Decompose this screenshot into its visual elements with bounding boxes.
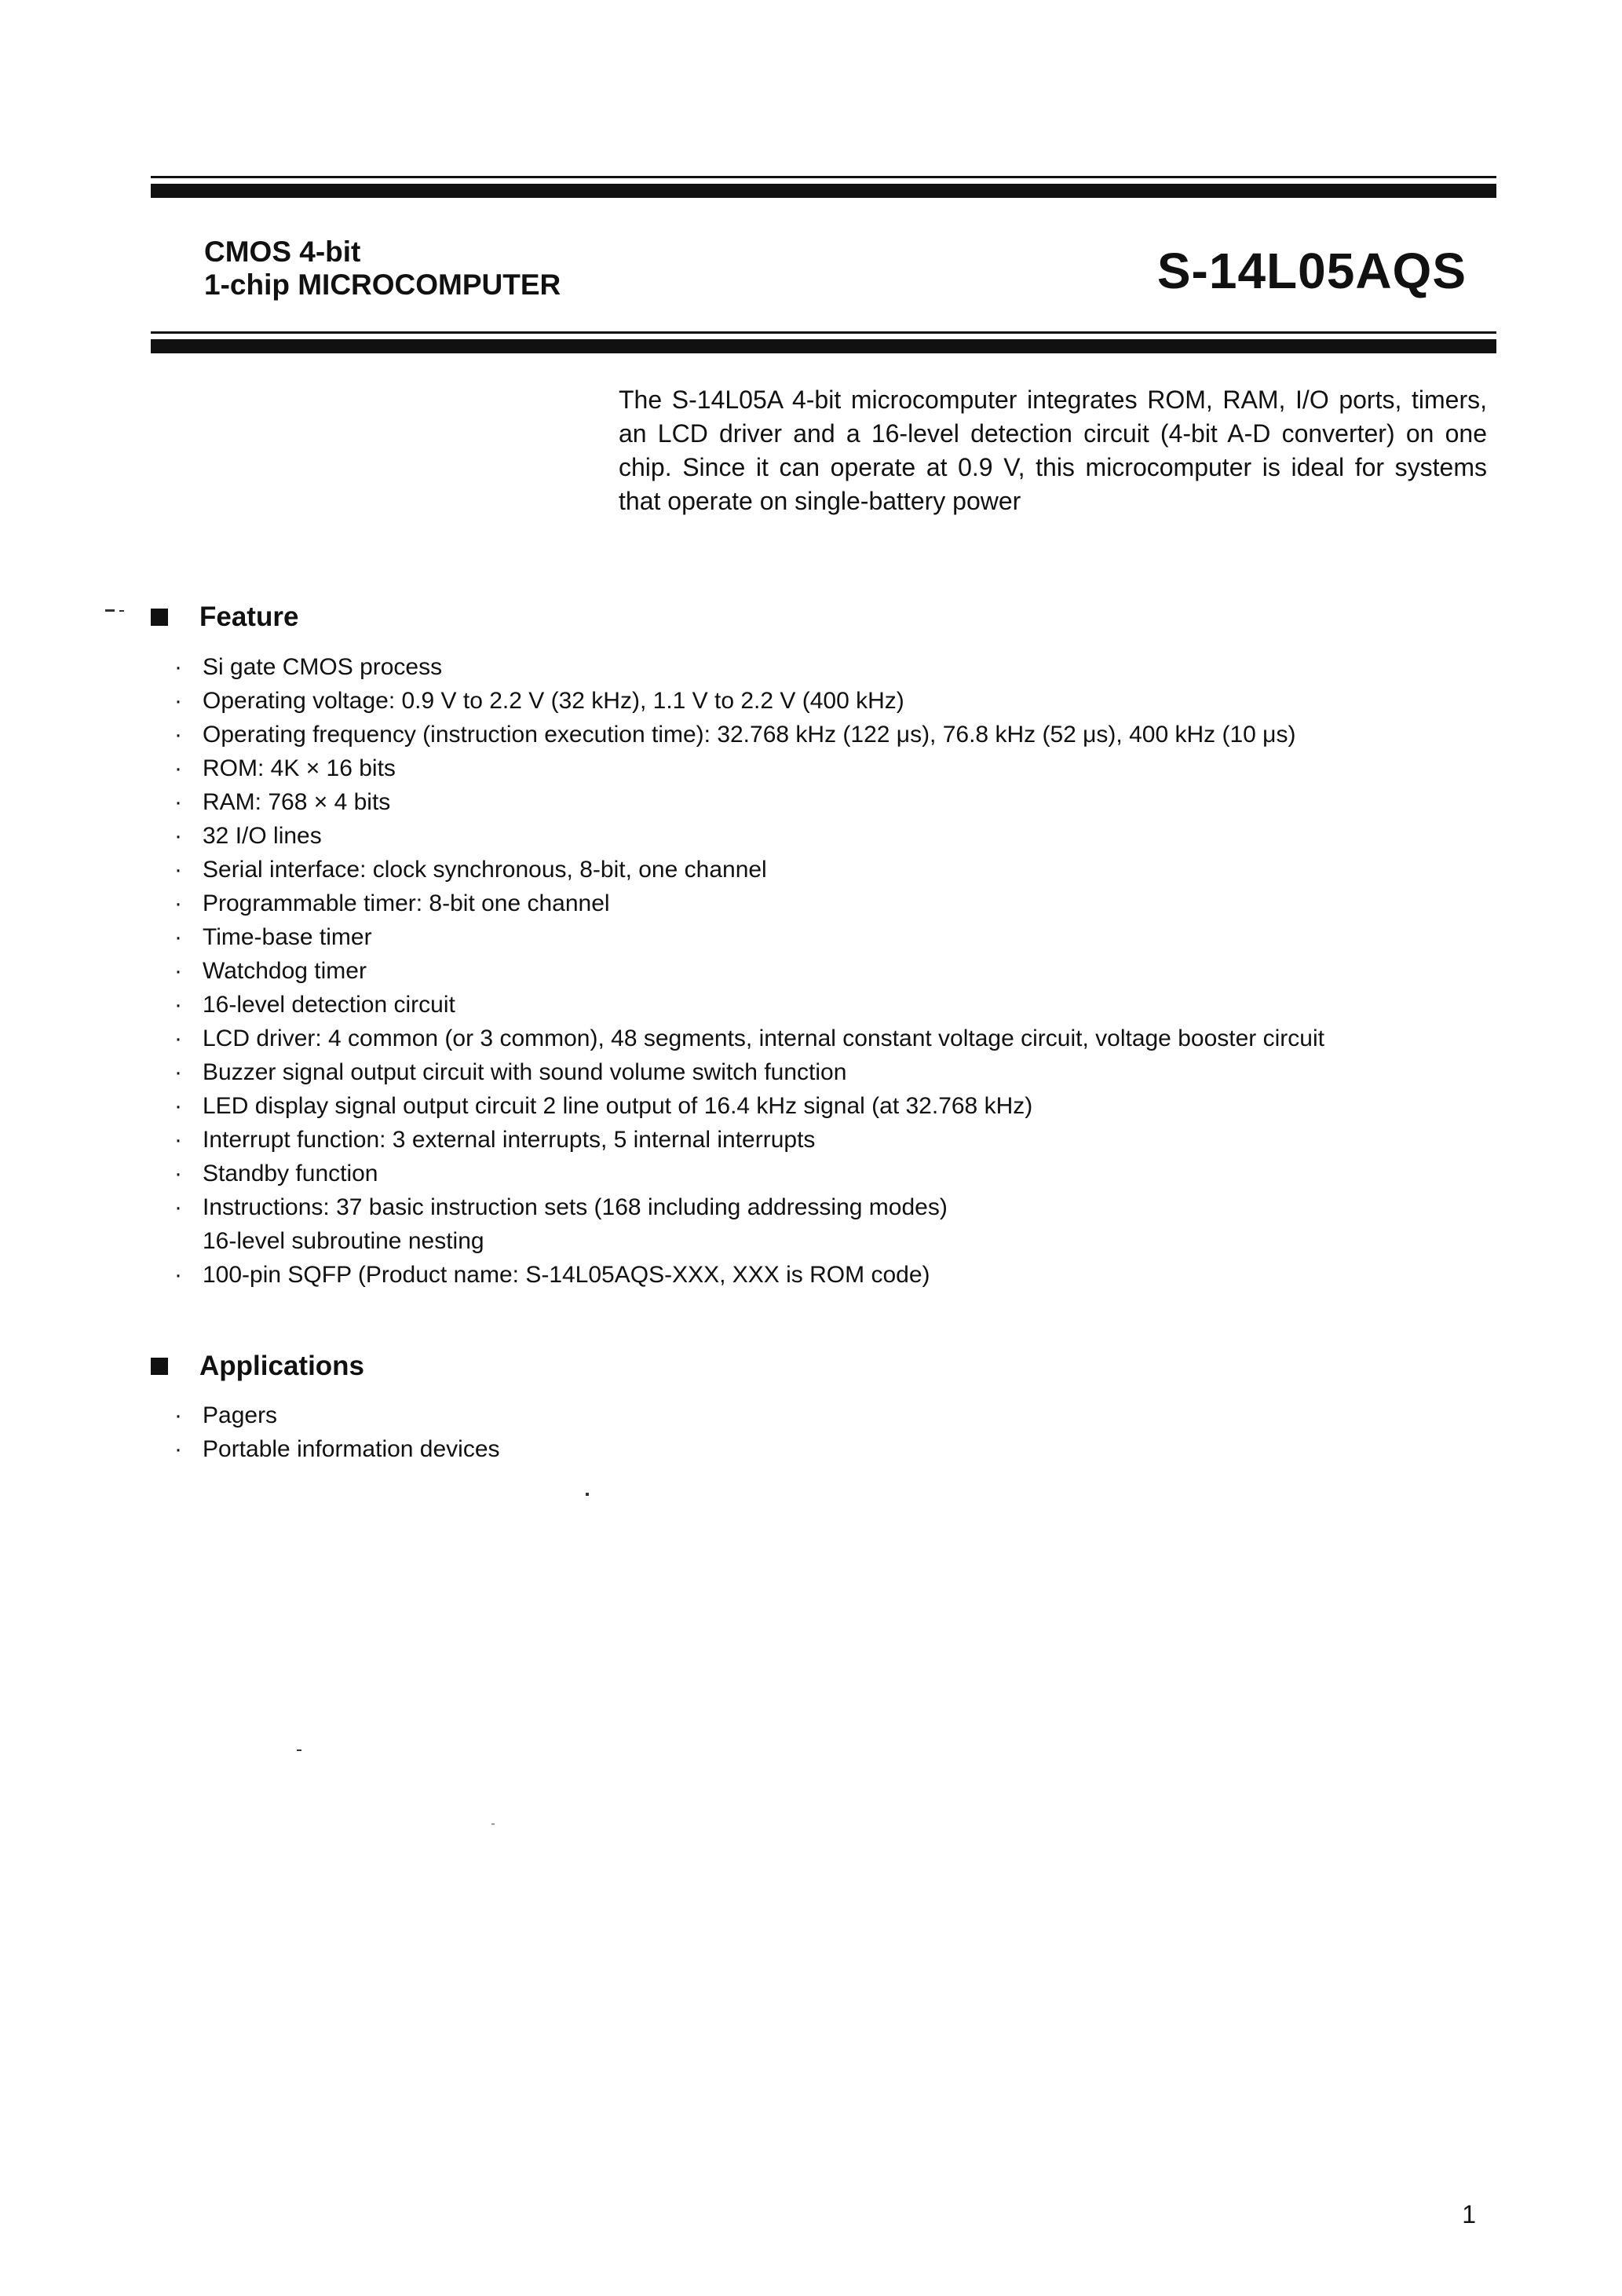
list-item (174, 1432, 500, 1466)
list-item (174, 1157, 1324, 1190)
list-item (174, 954, 1324, 988)
bullet-dot-icon: · (174, 722, 182, 748)
header-rule-top-thick (151, 184, 1496, 198)
feature-heading (151, 601, 298, 633)
list-item (174, 650, 1324, 684)
list-item-continuation (174, 1224, 1324, 1258)
feature-item-text: LCD driver: 4 common (or 3 common), 48 segments, internal constant voltage circuit, voltage booster circuit (203, 1026, 1324, 1051)
square-bullet-icon (151, 1358, 168, 1375)
bullet-dot-icon: · (174, 1194, 182, 1220)
feature-item-text: Time-base timer (203, 924, 372, 950)
list-item (174, 988, 1324, 1022)
header-subtitle (204, 236, 561, 302)
bullet-dot-icon: · (174, 890, 182, 916)
header-rule-bottom-thick (151, 339, 1496, 353)
list-item (174, 1398, 500, 1432)
list-item (174, 819, 1324, 853)
list-item (174, 887, 1324, 920)
scan-speck (491, 1823, 495, 1825)
bullet-dot-icon: · (174, 1436, 182, 1462)
list-item (174, 1089, 1324, 1123)
application-item-text: Portable information devices (203, 1436, 500, 1462)
feature-item-text: ROM: 4K × 16 bits (203, 755, 396, 781)
list-item (174, 751, 1324, 785)
list-item (174, 1022, 1324, 1055)
feature-item-text: Programmable timer: 8-bit one channel (203, 890, 610, 916)
bullet-dot-icon: · (174, 789, 182, 815)
bullet-dot-icon: · (174, 1262, 182, 1288)
bullet-dot-icon: · (174, 958, 182, 984)
feature-item-text: RAM: 768 × 4 bits (203, 789, 391, 815)
list-item (174, 1258, 1324, 1292)
applications-heading-text: Applications (199, 1351, 365, 1381)
applications-list (174, 1398, 500, 1466)
list-item (174, 853, 1324, 887)
header-rule-bottom-thin (151, 331, 1496, 334)
bullet-dot-icon: · (174, 654, 182, 680)
scan-speck (297, 1749, 301, 1751)
feature-heading-text: Feature (199, 601, 299, 632)
bullet-dot-icon: · (174, 1059, 182, 1085)
applications-heading (151, 1351, 364, 1382)
bullet-dot-icon: · (174, 688, 182, 714)
bullet-dot-icon: · (174, 1127, 182, 1153)
scan-speck (105, 609, 115, 612)
feature-item-text: 100-pin SQFP (Product name: S-14L05AQS-XXX, XXX is ROM code) (203, 1262, 930, 1288)
feature-item-text: LED display signal output circuit 2 line output of 16.4 kHz signal (at 32.768 kHz) (203, 1093, 1033, 1119)
bullet-dot-icon: · (174, 755, 182, 781)
list-item (174, 718, 1324, 751)
feature-list (174, 650, 1324, 1292)
square-bullet-icon (151, 609, 168, 626)
scan-speck (586, 1493, 589, 1496)
application-item-text: Pagers (203, 1402, 278, 1428)
feature-item-text: 16-level subroutine nesting (203, 1228, 484, 1254)
intro-paragraph: The S-14L05A 4-bit microcomputer integrates ROM, RAM, I/O ports, timers, an LCD driver and a 16-level detection circuit (4-bit A-D converter) on one chip. Since it can operate at 0.9 V, this microcomputer is ideal for systems that operate on single-battery power (619, 386, 1487, 515)
list-item (174, 920, 1324, 954)
bullet-dot-icon: · (174, 924, 182, 950)
feature-item-text: Operating voltage: 0.9 V to 2.2 V (32 kHz), 1.1 V to 2.2 V (400 kHz) (203, 688, 904, 714)
feature-item-text: Standby function (203, 1161, 378, 1186)
list-item (174, 1190, 1324, 1224)
feature-item-text: 16-level detection circuit (203, 992, 455, 1018)
feature-item-text: Instructions: 37 basic instruction sets (168 including addressing modes) (203, 1194, 948, 1220)
bullet-dot-icon: · (174, 1093, 182, 1119)
part-number-title: S-14L05AQS (1156, 243, 1467, 299)
bullet-dot-icon: · (174, 857, 182, 883)
feature-item-text: Buzzer signal output circuit with sound volume switch function (203, 1059, 847, 1085)
list-item (174, 785, 1324, 819)
header-rule-top-thin (151, 176, 1496, 178)
list-item (174, 684, 1324, 718)
scan-speck (119, 610, 124, 612)
bullet-dot-icon: · (174, 823, 182, 849)
list-item (174, 1123, 1324, 1157)
bullet-dot-icon: · (174, 1026, 182, 1051)
feature-item-text: Interrupt function: 3 external interrupts, 5 internal interrupts (203, 1127, 816, 1153)
header-subtitle-line2: 1-chip MICROCOMPUTER (204, 269, 561, 301)
page-number: 1 (1462, 2200, 1476, 2228)
bullet-dot-icon: · (174, 992, 182, 1018)
feature-item-text: Operating frequency (instruction execution time): 32.768 kHz (122 μs), 76.8 kHz (52 μs), 400 kHz (10 μs) (203, 722, 1296, 748)
bullet-dot-icon: · (174, 1402, 182, 1428)
feature-item-text: Si gate CMOS process (203, 654, 443, 680)
header-subtitle-line1: CMOS 4-bit (204, 236, 361, 268)
feature-item-text: 32 I/O lines (203, 823, 322, 849)
list-item (174, 1055, 1324, 1089)
bullet-dot-icon: · (174, 1161, 182, 1186)
feature-item-text: Serial interface: clock synchronous, 8-bit, one channel (203, 857, 767, 883)
feature-item-text: Watchdog timer (203, 958, 367, 984)
